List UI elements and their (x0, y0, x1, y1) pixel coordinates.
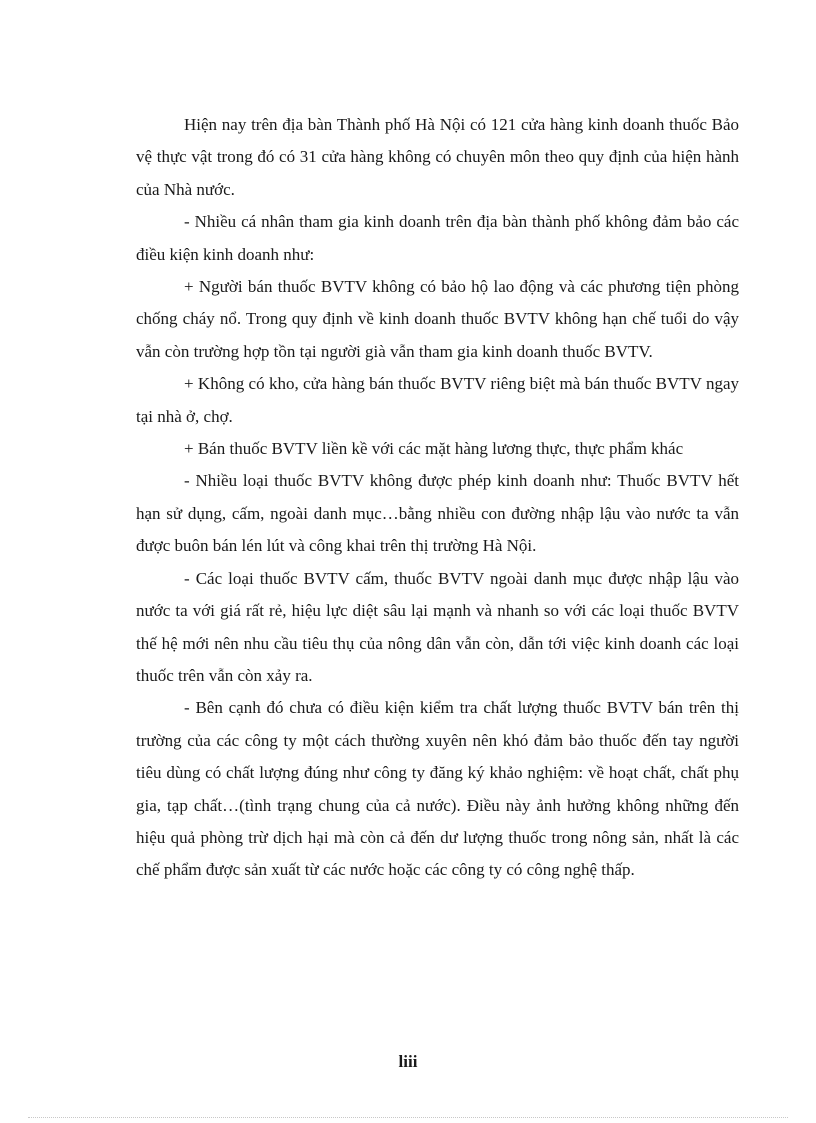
paragraph-seller-safety: + Người bán thuốc BVTV không có bảo hộ lao động và các phương tiện phòng chống cháy nổ. Trong quy định về kinh doanh thuốc BVTV không hạn chế tuổi do vậy vẫn còn trường hợp tồn tại người già vẫn tham gia kinh doanh thuốc BVTV. (136, 277, 739, 361)
paragraph-quality-control: - Bên cạnh đó chưa có điều kiện kiểm tra chất lượng thuốc BVTV bán trên thị trường của các công ty một cách thường xuyên nên khó đảm bảo thuốc đến tay người tiêu dùng có chất lượng đúng như công ty đăng ký khảo nghiệm: về hoạt chất, chất phụ gia, tạp chất…(tình trạng chung của cả nước). Điều này ảnh hưởng không những đến hiệu quả phòng trừ dịch hại mà còn cả đến dư lượng thuốc trong nông sản, nhất là các chế phẩm được sản xuất từ các nước hoặc các công ty có công nghệ thấp. (136, 698, 739, 880)
paragraph-no-warehouse: + Không có kho, cửa hàng bán thuốc BVTV riêng biệt mà bán thuốc BVTV ngay tại nhà ở, chợ. (136, 374, 739, 426)
document-body (136, 109, 739, 887)
paragraph-individuals: - Nhiều cá nhân tham gia kinh doanh trên địa bàn thành phố không đảm bảo các điều kiện kinh doanh như: (136, 212, 739, 264)
page-bottom-divider (28, 1117, 788, 1118)
paragraph-intro: Hiện nay trên địa bàn Thành phố Hà Nội có 121 cửa hàng kinh doanh thuốc Bảo vệ thực vật trong đó có 31 cửa hàng không có chuyên môn theo quy định của hiện hành của Nhà nước. (136, 115, 739, 199)
paragraph-near-food: + Bán thuốc BVTV liền kề với các mặt hàng lương thực, thực phẩm khác (184, 439, 684, 459)
paragraph-banned-products: - Nhiều loại thuốc BVTV không được phép kinh doanh như: Thuốc BVTV hết hạn sử dụng, cấm, ngoài danh mục…bằng nhiều con đường nhập lậu vào nước ta vẫn được buôn bán lén lút và công khai trên thị trường Hà Nội. (136, 471, 739, 556)
paragraph-smuggled-cheap: - Các loại thuốc BVTV cấm, thuốc BVTV ngoài danh mục được nhập lậu vào nước ta với giá rất rẻ, hiệu lực diệt sâu lại mạnh và nhanh so với các loại thuốc BVTV thế hệ mới nên nhu cầu tiêu thụ của nông dân vẫn còn, dẫn tới việc kinh doanh các loại thuốc trên vẫn còn xảy ra. (136, 568, 739, 685)
page-number: liii (398, 1052, 418, 1071)
